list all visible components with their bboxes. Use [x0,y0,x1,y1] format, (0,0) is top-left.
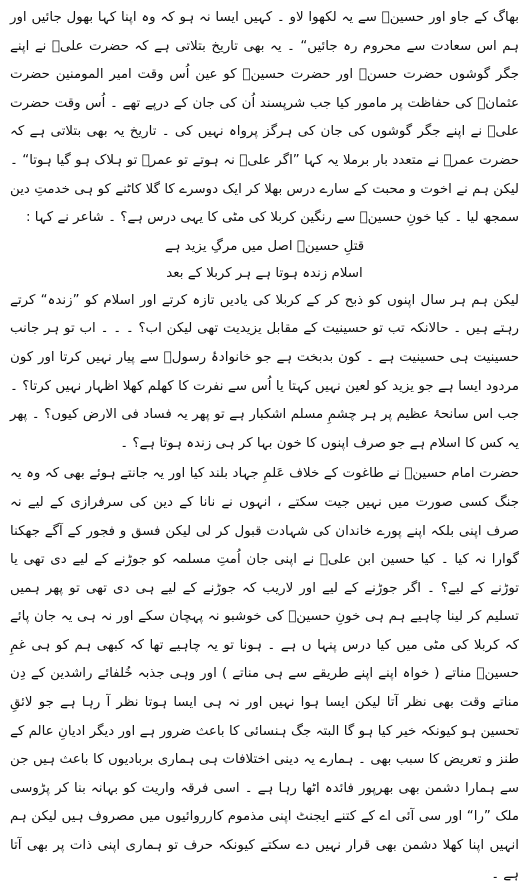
paragraph-3: حضرت امام حسینؓ نے طاغوت کے خلاف عَلمِ جہاد بلند کیا اور یہ جانتے ہوئے بھی کہ وہ یہ جنگ کسی صورت میں نہیں جیت سکتے ، انہوں نے نانا کے دین کی سرفرازی کے لیے نہ صرف اپنی بلکہ اپنے پورے خاندان کی شہادت قبول کر لی لیکن فسق و فجور کے آگے جھکنا گوارا نہ کیا ۔ کیا حسین ابن علیؓ نے اپنی جان اُمتِ مسلمہ کو جوڑنے کے لیے دی تھی یا توڑنے کے لیے؟ ۔ اگر جوڑنے کے لیے اور لاریب کہ جوڑنے کے لیے ہی دی تھی تو پھر ہمیں تسلیم کر لینا چاہیے ہم ہی خونِ حسینؓ کی خوشبو نہ پہچان سکے اور نہ ہی یہ جان پائے کہ کربلا کی مٹی میں کیا درس پنہا ں ہے ۔ ہونا تو یہ چاہیے تھا کہ کبھی ہم کو ہی غمِ حسینؓ مناتے ( خواہ اپنے اپنے طریقے سے ہی مناتے ) اور وہی جذبہ خُلفائے راشدین کے دِن مناتے وقت بھی نظر آتا لیکن ایسا ہوا نہیں اور نہ ہی ایسا ہوتا نظر آ رہا ہے جو لائقِ تحسین ہو کیونکہ خیر کیا ہو گا البتہ جگ ہنسائی کا باعث ضرور ہے اور دیگر ادیانِ عالم کے طنز و تعریض کا سبب بھی ۔ ہمارے یہ دینی اختلافات ہی ہماری بربادیوں کا باعث ہیں جن سے ہمارا دشمن بھی بھرپور فائدہ اٹھا رہا ہے ۔ اسی فرقہ واریت کو بہانہ بنا کر پڑوسی ملک ”را“ اور سی آئی اے کے کتنے ایجنٹ اپنی مذموم کارروائیوں میں مصروف ہیں لیکن ہم انہیں اپنا کھلا دشمن بھی قرار نہیں دے سکتے کیونکہ حرف تو ہماری اپنی ذات پر بھی آتا ہے ۔ [10,466,519,882]
verse-line-2: اسلام زندہ ہوتا ہے ہر کربلا کے بعد [166,265,363,281]
paragraph-1: بھاگ کے جاو اور حسینؓ سے یہ لکھوا لاو ۔ کہیں ایسا نہ ہو کہ وہ اپنا کہا بھول جائیں اور ہم اس سعادت سے محروم رہ جائیں“ ۔ یہ بھی تاریخ بتلاتی ہے کہ حضرت علیؓ نے اپنے جگر گوشوں حضرت حسنؓ اور حضرت حسینؓ کو عین اُس وقت امیر المومنین حضرت عثمانؓ کی حفاظت پر مامور کیا جب شرپسند اُن کی جان کے درپے تھے ۔ اُس وقت حضرت علیؓ نے اپنے جگر گوشوں کی جان کی ہرگز پرواہ نہیں کی ۔ تاریخ یہ بھی بتلاتی ہے کہ حضرت عمرؓ نے متعدد بار برملا یہ کہا ”اگر علیؓ نہ ہوتے تو عمرؓ تو ہلاک ہو گیا ہوتا“ ۔ لیکن ہم نے اخوت و محبت کے سارے درس بھلا کر ایک دوسرے کا گلا کاٹنے کو ہی خدمتِ دین سمجھ لیا ۔ کیا خونِ حسینؓ سے رنگین کربلا کی مٹی کا یہی درس ہے؟ ۔ شاعر نے کہا : [10,10,519,226]
paragraph-2: لیکن ہم ہر سال اپنوں کو ذبح کر کے کربلا کی یادیں تازہ کرتے اور اسلام کو ”زندہ“ کرتے رہتے ہیں ۔ حالانکہ تب تو حسینیت کے مقابل یزیدیت تھی لیکن اب؟ ۔ ۔ ۔ اب تو ہر جانب حسینیت ہی حسینیت ہے ۔ کون بدبخت ہے جو خانوادۂ رسولؐ سے پیار نہیں کرتا اور کون مردود ایسا ہے جو یزید کو لعین نہیں کہتا یا اُس سے نفرت کا کھلم کھلا اظہار نہیں کرتا؟ ۔ جب اس سانحۂ عظیم پر ہر چشمِ مسلم اشکبار ہے تو پھر یہ فساد فی الارض کیوں؟ ۔ پھر یہ کس کا اسلام ہے جو صرف اپنوں کا خون بہا کر ہی زندہ ہوتا ہے؟ ۔ [10,292,519,451]
verse-line-1: قتلِ حسینؓ اصل میں مرگِ یزید ہے [164,238,365,254]
